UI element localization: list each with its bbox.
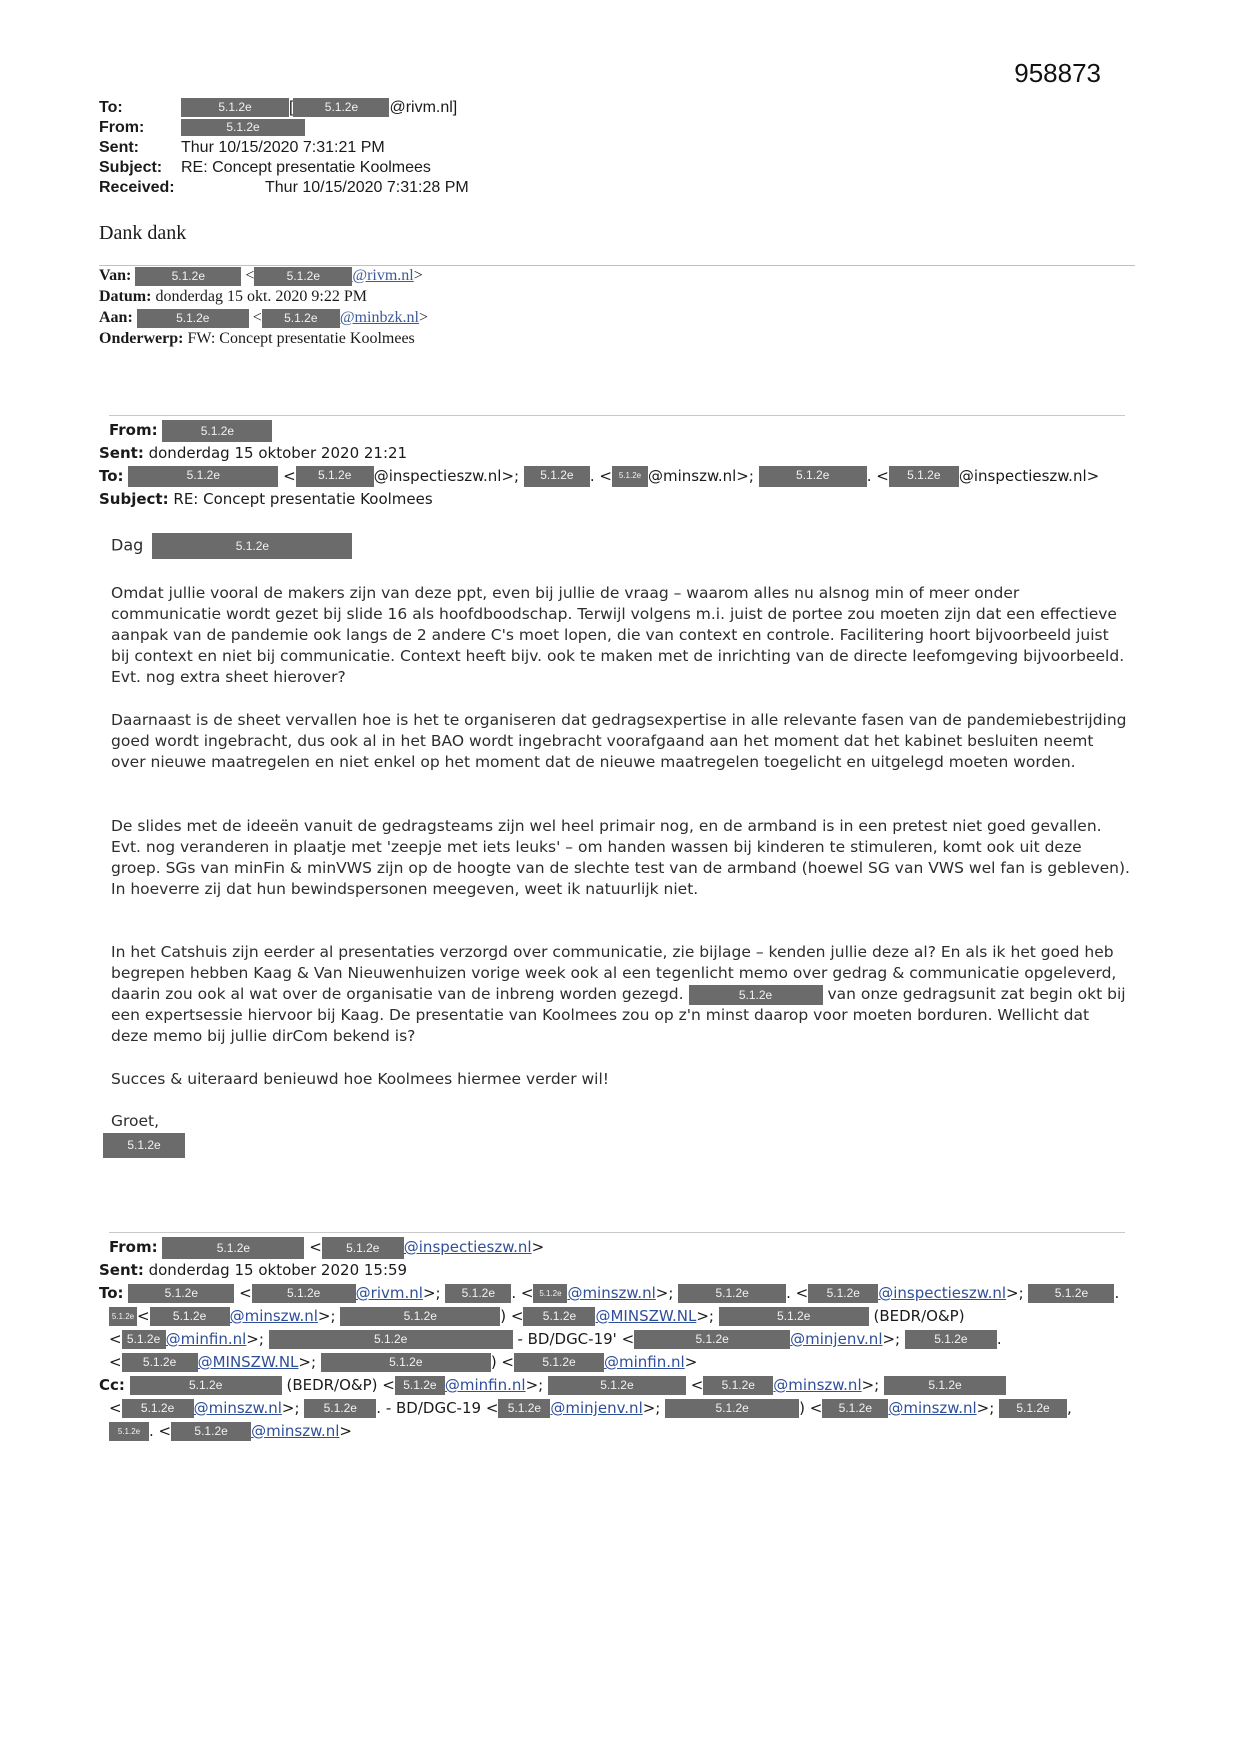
- header4-cc-row-1: Cc: 5.1.2e (BEDR/O&P) < 5.1.2e @minfin.nl>; 5.1.2e < 5.1.2e @minszw.nl>; 5.1.2e: [99, 1374, 1006, 1398]
- email-link[interactable]: @minszw.nl: [193, 1399, 282, 1417]
- header4-cc-row-2: < 5.1.2e @minszw.nl>; 5.1.2e . - BD/DGC-19 < 5.1.2e @minjenv.nl>; 5.1.2e ) < 5.1.2e @minszw.nl>; 5.1.2e ,: [109, 1399, 1072, 1417]
- redaction-box: 5.1.2e: [262, 309, 340, 328]
- reply-text: Dank dank: [99, 222, 187, 244]
- redaction-box: 5.1.2e: [548, 1376, 686, 1395]
- email-link[interactable]: @minszw.nl: [567, 1284, 656, 1302]
- redaction-box: 5.1.2e: [445, 1284, 511, 1303]
- paragraph-2: Daarnaast is de sheet vervallen hoe is het te organiseren dat gedragsexpertise in alle relevante fasen van de pandemiebestrijding goed wordt ingebracht, dus ook al in het BAO wordt ingebracht voorafgaand aan het moment dat het kabinet besluiten neemt over nieuwe maatregelen en niet enkel op het moment dat de nieuwe maatregelen toegelicht en uitgelegd moeten worden.: [111, 711, 1127, 771]
- redaction-box: 5.1.2e: [523, 1307, 595, 1326]
- header1-received-row: [99, 178, 469, 198]
- redaction-box: 5.1.2e: [137, 309, 249, 328]
- redaction-box: 5.1.2e: [884, 1376, 1006, 1395]
- redaction-box: 5.1.2e: [304, 1399, 376, 1418]
- redaction-box: 5.1.2e: [109, 1422, 149, 1441]
- header3-to-row: To: 5.1.2e < 5.1.2e @inspectieszw.nl>; 5.1.2e . < 5.1.2e @minszw.nl>; 5.1.2e . < 5.1.2e @inspectieszw.nl>: [99, 467, 1100, 485]
- redaction-box: 5.1.2e: [321, 1353, 491, 1372]
- header2-aan-row: Aan: 5.1.2e < 5.1.2e @minbzk.nl>: [99, 309, 429, 326]
- email-link[interactable]: @minszw.nl: [251, 1422, 340, 1440]
- redaction-box: 5.1.2e: [128, 466, 278, 487]
- header2-datum-row: [99, 287, 367, 307]
- email-link[interactable]: @minfin.nl: [444, 1376, 526, 1394]
- aan-label: Aan:: [99, 309, 133, 326]
- redaction-box: 5.1.2e: [822, 1399, 888, 1418]
- redaction-box: 5.1.2e: [678, 1284, 786, 1303]
- redaction-box: 5.1.2e: [122, 1330, 166, 1349]
- header4-to-row-2: 5.1.2e < 5.1.2e @minszw.nl>; 5.1.2e ) < 5.1.2e @MINSZW.NL>; 5.1.2e (BEDR/O&P): [109, 1305, 965, 1329]
- redaction-box: 5.1.2e: [135, 267, 241, 286]
- paragraph-5: Succes & uiteraard benieuwd hoe Koolmees hiermee verder wil!: [111, 1070, 610, 1088]
- header3-from-row: [109, 419, 272, 442]
- header3-subject-row: [99, 488, 433, 511]
- redaction-box: 5.1.2e: [665, 1399, 799, 1418]
- redaction-box: 5.1.2e: [498, 1399, 550, 1418]
- subject-value: RE: Concept presentatie Koolmees: [173, 490, 433, 508]
- email-link[interactable]: @minszw.nl: [229, 1307, 318, 1325]
- redaction-box: 5.1.2e: [703, 1376, 773, 1395]
- header1-from-row: [99, 118, 305, 138]
- header4-from-row: From: 5.1.2e < 5.1.2e @inspectieszw.nl>: [109, 1236, 544, 1260]
- redaction-box: 5.1.2e: [152, 533, 352, 559]
- redaction-box: 5.1.2e: [269, 1330, 513, 1349]
- sent-label: Sent:: [99, 1261, 144, 1279]
- header4-sent-row: [99, 1259, 407, 1283]
- received-label: Received:: [99, 179, 175, 196]
- header2-van-row: Van: 5.1.2e < 5.1.2e @rivm.nl>: [99, 267, 423, 284]
- redaction-box: 5.1.2e: [252, 1284, 356, 1303]
- redaction-box: 5.1.2e: [514, 1353, 604, 1372]
- signature: [103, 1133, 185, 1158]
- redaction-box: 5.1.2e: [533, 1284, 567, 1303]
- to-label: To:: [99, 1284, 124, 1302]
- redaction-box: 5.1.2e: [109, 1307, 137, 1326]
- redaction-box: 5.1.2e: [171, 1422, 251, 1441]
- sent-label: Sent:: [99, 444, 144, 462]
- greeting: Dag 5.1.2e: [111, 533, 352, 559]
- to-address: @rivm.nl]: [389, 99, 458, 116]
- divider: [109, 415, 1125, 416]
- redaction-box: 5.1.2e: [181, 119, 305, 136]
- redaction-box: 5.1.2e: [889, 466, 959, 487]
- email-link[interactable]: @minjenv.nl: [550, 1399, 643, 1417]
- email-link[interactable]: @minfin.nl: [604, 1353, 685, 1371]
- van-email-link[interactable]: @rivm.nl: [352, 267, 414, 284]
- header4-to-row-1: To: 5.1.2e < 5.1.2e @rivm.nl>; 5.1.2e . < 5.1.2e @minszw.nl>; 5.1.2e . < 5.1.2e @inspectieszw.nl>; 5.1.2e .: [99, 1284, 1120, 1302]
- document-id: 958873: [1014, 58, 1101, 88]
- onderwerp-label: Onderwerp:: [99, 330, 184, 347]
- redaction-box: 5.1.2e: [122, 1353, 198, 1372]
- email-link[interactable]: @inspectieszw.nl: [878, 1284, 1007, 1302]
- redaction-box: 5.1.2e: [296, 466, 374, 487]
- redaction-box: 5.1.2e: [128, 1284, 234, 1303]
- header1-sent-row: [99, 138, 385, 158]
- redaction-box: 5.1.2e: [162, 420, 272, 442]
- redaction-box: 5.1.2e: [130, 1376, 282, 1395]
- redaction-box: 5.1.2e: [524, 466, 590, 487]
- redaction-box: 5.1.2e: [150, 1307, 230, 1326]
- redaction-box: 5.1.2e: [162, 1237, 304, 1259]
- email-link[interactable]: @minfin.nl: [165, 1330, 247, 1348]
- redaction-box: 5.1.2e: [999, 1399, 1067, 1418]
- header3-sent-row: [99, 442, 407, 465]
- redaction-box: 5.1.2e: [340, 1307, 500, 1326]
- from-label: From:: [109, 421, 158, 439]
- from-label: From:: [109, 1238, 158, 1256]
- email-link[interactable]: @MINSZW.NL: [595, 1307, 697, 1325]
- datum-value: donderdag 15 okt. 2020 9:22 PM: [155, 288, 367, 305]
- divider: [109, 1232, 1125, 1233]
- to-address: @inspectieszw.nl>: [958, 467, 1100, 485]
- redaction-box: 5.1.2e: [759, 466, 867, 487]
- aan-email-link[interactable]: @minbzk.nl: [339, 309, 419, 326]
- cc-label: Cc:: [99, 1376, 125, 1394]
- email-link[interactable]: @minjenv.nl: [790, 1330, 883, 1348]
- sent-value: Thur 10/15/2020 7:31:21 PM: [181, 139, 385, 156]
- email-link[interactable]: @minszw.nl: [888, 1399, 977, 1417]
- to-address: @inspectieszw.nl>;: [373, 467, 520, 485]
- header1-to-row: To: 5.1.2e [ 5.1.2e @rivm.nl]: [99, 99, 458, 116]
- van-label: Van:: [99, 267, 132, 284]
- email-link[interactable]: @rivm.nl: [355, 1284, 423, 1302]
- subject-label: Subject:: [99, 159, 163, 176]
- redaction-box: 5.1.2e: [808, 1284, 878, 1303]
- redaction-box: 5.1.2e: [322, 1237, 404, 1259]
- subject-label: Subject:: [99, 490, 169, 508]
- redaction-box: 5.1.2e: [719, 1307, 869, 1326]
- redaction-box: 5.1.2e: [1028, 1284, 1114, 1303]
- redaction-box: 5.1.2e: [122, 1399, 194, 1418]
- header2-onderwerp-row: [99, 329, 415, 349]
- paragraph-3: De slides met de ideeën vanuit de gedragsteams zijn wel heel primair nog, en de armband is in een pretest niet goed gevallen. Evt. nog veranderen in plaatje met 'zeepje met iets leuks' – om handen wassen bij kinderen te stimuleren, komt ook uit deze groep. SGs van minFin & minVWS zijn op de hoogte van de slechte test van de armband (hoewel SG van VWS wel fan is gebleven). In hoeverre zij dat hun bewindspersonen meegeven, weet ik natuurlijk niet.: [111, 817, 1130, 898]
- redaction-box: 5.1.2e: [634, 1330, 790, 1349]
- subject-value: RE: Concept presentatie Koolmees: [181, 159, 431, 176]
- redaction-box: 5.1.2e: [254, 267, 352, 286]
- redaction-box: 5.1.2e: [395, 1376, 445, 1395]
- paragraph-4: In het Catshuis zijn eerder al presentaties verzorgd over communicatie, zie bijlage – kenden jullie deze al? En als ik het goed heb begrepen hebben Kaag & Van Nieuwenhuizen vorige week ook al een tegenlicht memo over gedrag & communicatie opgeleverd, daarin zou ook al wat over de organisatie van de inbreng worden gezegd. 5.1.2e van onze gedragsunit zat begin okt bij een expertsessie hiervoor bij Kaag. De presentatie van Koolmees zou op z'n minst daarop voor moeten borduren. Wellicht dat deze memo bij jullie dirCom bekend is?: [111, 943, 1126, 1045]
- onderwerp-value: FW: Concept presentatie Koolmees: [187, 330, 415, 347]
- to-address: @minszw.nl>;: [648, 467, 754, 485]
- redaction-box: 5.1.2e: [905, 1330, 997, 1349]
- redaction-box: 5.1.2e: [103, 1133, 185, 1158]
- header4-to-row-4: < 5.1.2e @MINSZW.NL>; 5.1.2e ) < 5.1.2e @minfin.nl>: [109, 1353, 698, 1371]
- from-label: From:: [99, 119, 145, 136]
- email-link[interactable]: @MINSZW.NL: [197, 1353, 299, 1371]
- header4-cc-row-3: 5.1.2e . < 5.1.2e @minszw.nl>: [109, 1420, 352, 1444]
- sent-label: Sent:: [99, 139, 139, 156]
- redaction-box: 5.1.2e: [612, 466, 648, 487]
- header4-to-row-3: < 5.1.2e @minfin.nl>; 5.1.2e - BD/DGC-19' < 5.1.2e @minjenv.nl>; 5.1.2e .: [109, 1330, 1002, 1348]
- paragraph-1: Omdat jullie vooral de makers zijn van deze ppt, even bij jullie de vraag – waarom alles nu alsnog min of meer onder communicatie wordt gezet bij slide 16 als hoofdboodschap. Terwijl volgens m.i. juist de portee zou moeten zijn dat een effectieve aanpak van de pandemie ook langs de 2 andere C's moet lopen, die van context en controle. Facilitering hoort bijvoorbeeld juist bij context en niet bij communicatie. Context heeft bijv. ook te maken met de inrichting van de directe leefomgeving bijvoorbeeld. Evt. nog extra sheet hierover?: [111, 584, 1125, 686]
- received-value: Thur 10/15/2020 7:31:28 PM: [265, 179, 469, 196]
- from-email-link[interactable]: @inspectieszw.nl: [403, 1238, 532, 1256]
- sent-value: donderdag 15 oktober 2020 15:59: [148, 1261, 408, 1279]
- closing: Groet,: [111, 1112, 160, 1130]
- redaction-box: 5.1.2e: [293, 98, 389, 117]
- redaction-box: 5.1.2e: [181, 98, 289, 117]
- datum-label: Datum:: [99, 288, 152, 305]
- to-label: To:: [99, 467, 124, 485]
- header1-subject-row: [99, 158, 431, 178]
- to-label: To:: [99, 99, 123, 116]
- redaction-box: 5.1.2e: [689, 985, 823, 1005]
- email-link[interactable]: @minszw.nl: [773, 1376, 862, 1394]
- sent-value: donderdag 15 oktober 2020 21:21: [148, 444, 408, 462]
